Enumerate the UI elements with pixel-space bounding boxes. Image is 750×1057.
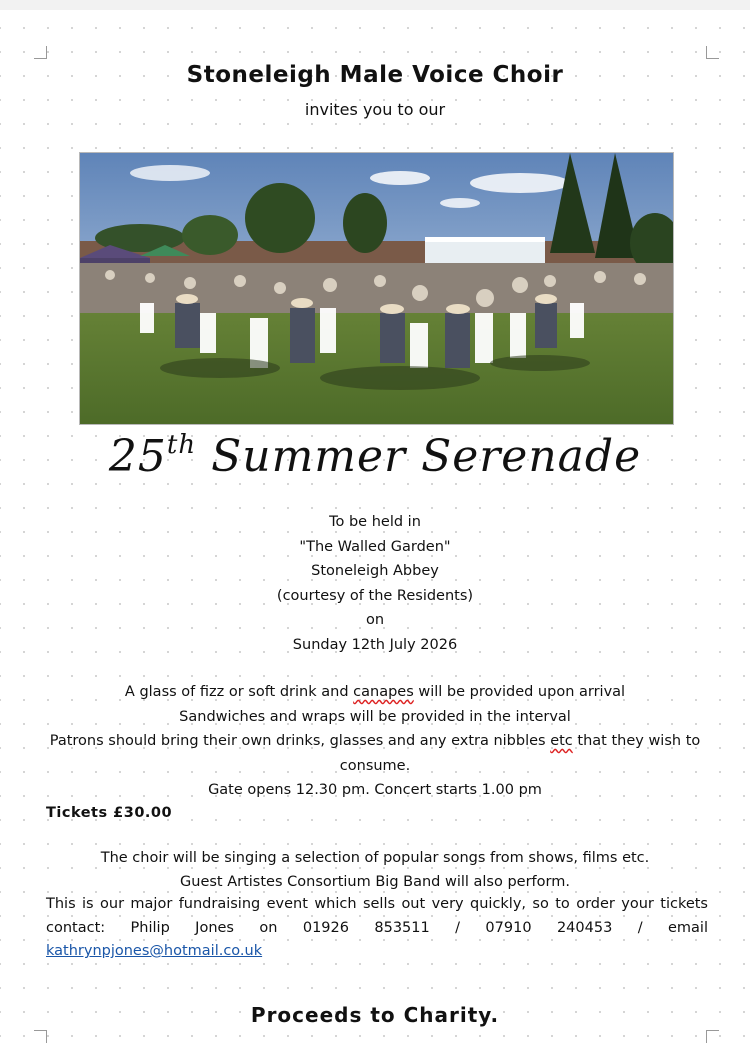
headline-number: 25: [108, 431, 167, 482]
perform-line-1: The choir will be singing a selection of popular songs from shows, films etc.: [100, 850, 650, 866]
details-line-4: (courtesy of the Residents): [276, 587, 474, 604]
info-line-1-text-c: will be provided upon arrival: [413, 684, 626, 700]
fundraising-contact: [46, 893, 708, 964]
spellcheck-word-canapes: canapes: [353, 684, 414, 700]
details-line-5: on: [365, 612, 385, 628]
details-line-2: "The Walled Garden": [299, 538, 451, 555]
headline-ordinal-suffix: th: [166, 430, 197, 460]
performance-info: [40, 847, 710, 894]
headline-title: Summer Serenade: [211, 431, 642, 482]
ticket-price: Tickets £30.00: [46, 805, 173, 821]
fundraising-text: This is our major fundraising event which sells out very quickly, so to order your tickets contact: Philip Jones on 01926 853511 / 07910 240453 / email: [46, 896, 708, 936]
info-line-1-text-a: A glass of fizz or soft drink and: [124, 684, 354, 700]
document-page: [0, 10, 750, 1057]
margin-corner-top-left: [34, 46, 47, 59]
venue-details: [40, 510, 710, 657]
perform-line-2: Guest Artistes Consortium Big Band will also perform.: [180, 873, 570, 890]
email-link[interactable]: kathrynpjones@hotmail.co.uk: [46, 943, 263, 959]
margin-corner-bottom-left: [34, 1030, 47, 1043]
info-line-4: Gate opens 12.30 pm. Concert starts 1.00 pm: [208, 782, 542, 798]
refreshment-info: [40, 680, 710, 803]
event-headline: [40, 430, 710, 482]
margin-corner-bottom-right: [706, 1030, 719, 1043]
spellcheck-word-etc: etc: [550, 733, 573, 749]
info-line-3-text-c: that they wish to consume.: [339, 733, 701, 774]
info-line-2: Sandwiches and wraps will be provided in the interval: [179, 708, 571, 725]
info-line-3-text-a: Patrons should bring their own drinks, glasses and any extra nibbles: [49, 733, 551, 749]
details-line-1: To be held in: [329, 514, 421, 530]
invite-line: invites you to our: [304, 100, 446, 119]
margin-corner-top-right: [706, 46, 719, 59]
info-line-1: [40, 680, 710, 705]
choir-name-heading: Stoneleigh Male Voice Choir: [186, 62, 564, 88]
info-line-3: [40, 729, 710, 778]
details-line-3: Stoneleigh Abbey: [311, 563, 439, 579]
charity-footer: Proceeds to Charity.: [250, 1003, 500, 1027]
garden-concert-photo: [79, 152, 674, 425]
details-line-6: Sunday 12th July 2026: [292, 636, 458, 653]
